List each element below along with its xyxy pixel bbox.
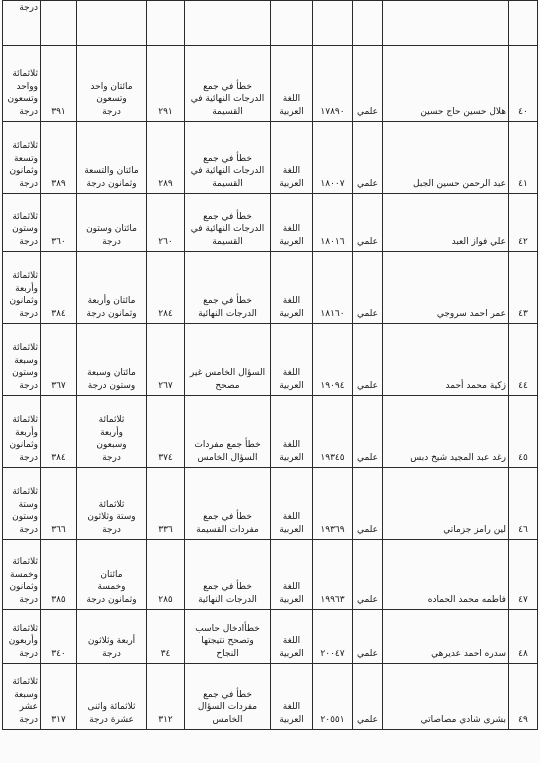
old-grade-words: ثلاثمائة وسبعة وستون درجة — [12, 343, 38, 391]
correction-reason-cell — [185, 252, 271, 324]
new-grade-figures-cell — [147, 46, 185, 122]
student-id-cell — [313, 610, 353, 664]
study-branch: علمي — [356, 524, 379, 535]
old-grade-figures: ٣٦٠ — [51, 236, 66, 247]
subject-name-cell — [271, 46, 313, 122]
subject-name-cell — [271, 468, 313, 540]
student-name: علي فواز العبد — [451, 236, 506, 247]
student-name: زكية محمد أحمد — [445, 380, 506, 391]
new-grade-figures-cell — [147, 396, 185, 468]
correction-reason: خطأ في جمع الدرجات النهائية في القسيمة — [190, 81, 265, 117]
student-name: هلال حسين حاج حسين — [420, 106, 506, 117]
correction-reason: خطأ في جمع الدرجات النهائية — [198, 582, 257, 605]
study-branch-cell — [353, 252, 383, 324]
row-number-cell — [509, 122, 538, 194]
new-grade-figures: ٢٨٩ — [158, 178, 173, 189]
study-branch-cell — [353, 396, 383, 468]
new-grade-words-cell — [77, 122, 147, 194]
study-branch-cell — [353, 610, 383, 664]
row-number: ٤٦ — [518, 524, 528, 535]
study-branch: علمي — [356, 452, 379, 463]
study-branch: علمي — [356, 236, 379, 247]
new-grade-words: مائتان وستون درجة — [86, 224, 137, 247]
old-grade-words: ثلاثمائة وتسعة وثمانون درجة — [9, 141, 38, 189]
row-number-cell — [509, 194, 538, 252]
new-grade-figures: ٢٨٤ — [158, 308, 173, 319]
student-name: لين رامز جزماتي — [443, 524, 506, 535]
new-grade-figures: ٣١٢ — [158, 714, 173, 725]
table-row — [3, 324, 538, 396]
correction-reason-cell — [185, 610, 271, 664]
subject-name: اللغة العربية — [279, 582, 304, 605]
row-number: ٤٥ — [518, 452, 528, 463]
study-branch-cell — [353, 194, 383, 252]
student-name-cell — [383, 664, 509, 730]
student-name: عبد الرحمن حسين الجبل — [413, 178, 506, 189]
student-id: ٢٠٥٥١ — [320, 714, 345, 725]
old-grade-words-cell — [3, 252, 41, 324]
old-grade-figures: ٣٨٩ — [51, 178, 66, 189]
old-grade-words-cell — [3, 194, 41, 252]
old-grade-figures-cell — [41, 610, 77, 664]
student-id-cell — [313, 664, 353, 730]
row-number: ٤٧ — [518, 594, 528, 605]
study-branch: علمي — [356, 380, 379, 391]
student-name: عمر احمد سروجي — [436, 308, 506, 319]
student-id-cell — [313, 540, 353, 610]
old-grade-words-header — [3, 1, 41, 46]
student-id: ١٨١٦٠ — [320, 308, 345, 319]
table-row — [3, 610, 538, 664]
old-grade-figures: ٣٨٥ — [51, 594, 66, 605]
old-grade-figures-cell — [41, 468, 77, 540]
correction-reason-cell — [185, 664, 271, 730]
subject-name: اللغة العربية — [279, 368, 304, 391]
study-branch-cell — [353, 664, 383, 730]
old-grade-figures: ٣٦٦ — [51, 524, 66, 535]
new-grade-figures-cell — [147, 468, 185, 540]
new-grade-words-cell — [77, 664, 147, 730]
new-grade-words: ثلاثمائة وأربعة وسبعون درجة — [96, 415, 127, 463]
old-grade-figures: ٣٦٧ — [51, 380, 66, 391]
old-grade-figures: ٣٤٠ — [51, 648, 66, 659]
row-number: ٤٢ — [518, 236, 528, 247]
student-name: بشرى شادي مصاصاتي — [420, 714, 506, 725]
correction-reason-cell — [185, 46, 271, 122]
correction-reason-cell — [185, 324, 271, 396]
student-id-cell — [313, 194, 353, 252]
study-branch-cell — [353, 46, 383, 122]
row-number-cell — [509, 46, 538, 122]
study-branch: علمي — [356, 648, 379, 659]
old-grade-words-cell — [3, 540, 41, 610]
correction-reason-cell — [185, 396, 271, 468]
student-id: ١٩٣٤٥ — [320, 452, 345, 463]
old-grade-figures-cell — [41, 396, 77, 468]
old-grade-figures: ٣٨٤ — [51, 308, 66, 319]
student-id: ٢٠٠٤٧ — [320, 648, 345, 659]
row-number: ٤٣ — [518, 308, 528, 319]
old-grade-figures-cell — [41, 194, 77, 252]
row-number-cell — [509, 396, 538, 468]
new-grade-figures: ٣٧٤ — [158, 452, 173, 463]
old-grade-figures-cell — [41, 540, 77, 610]
new-grade-words-cell — [77, 252, 147, 324]
old-grade-words-cell — [3, 396, 41, 468]
table-row — [3, 122, 538, 194]
student-name-cell — [383, 46, 509, 122]
student-name: رغد عبد المجيد شيخ دبس — [410, 452, 506, 463]
old-grade-words-cell — [3, 610, 41, 664]
correction-reason: خطأ في جمع مفردات القسيمة — [196, 512, 259, 535]
table-body — [3, 1, 538, 730]
study-branch: علمي — [356, 308, 379, 319]
new-grade-words-cell — [77, 610, 147, 664]
row-number: ٤٠ — [518, 106, 528, 117]
new-grade-words-cell — [77, 540, 147, 610]
student-name-cell — [383, 468, 509, 540]
student-name-cell — [383, 540, 509, 610]
correction-reason-cell — [185, 194, 271, 252]
new-grade-figures-cell — [147, 194, 185, 252]
subject-name: اللغة العربية — [279, 702, 304, 725]
correction-reason-cell — [185, 540, 271, 610]
old-grade-words: ثلاثمائة وأربعة وثمانون درجة — [9, 271, 38, 319]
table-row — [3, 664, 538, 730]
student-name: فاطمه محمد الحماده — [427, 594, 506, 605]
study-branch-cell — [353, 468, 383, 540]
old-grade-words-cell — [3, 664, 41, 730]
row-number: ٤٤ — [518, 380, 528, 391]
study-branch-cell — [353, 324, 383, 396]
subject-name: اللغة العربية — [279, 512, 304, 535]
study-branch: علمي — [356, 106, 379, 117]
student-name-cell — [383, 122, 509, 194]
new-grade-figures-cell — [147, 540, 185, 610]
student-name-cell — [383, 194, 509, 252]
new-grade-words: أربعة وثلاثون درجة — [87, 636, 136, 659]
old-grade-figures-cell — [41, 324, 77, 396]
new-grade-words: مائتان والتسعة وثمانون درجة — [84, 166, 139, 189]
old-grade-words: ثلاثمائة وخمسة وثمانون درجة — [9, 557, 38, 605]
old-grade-words-cell — [3, 122, 41, 194]
new-grade-figures-cell — [147, 664, 185, 730]
new-grade-words: ثلاثمائة وستة وثلاثون درجة — [87, 499, 136, 535]
correction-reason: خطأ في جمع الدرجات النهائية في القسيمة — [190, 153, 265, 189]
row-number: ٤٨ — [518, 648, 528, 659]
new-grade-words: ثلاثمائة واثنى عشرة درجة — [87, 702, 136, 725]
old-grade-words-cell — [3, 324, 41, 396]
subject-name: اللغة العربية — [279, 94, 304, 117]
old-grade-figures-cell — [41, 252, 77, 324]
student-id-cell — [313, 252, 353, 324]
subject-name-cell — [271, 194, 313, 252]
new-grade-figures: ٢٩١ — [158, 106, 173, 117]
correction-reason-cell — [185, 122, 271, 194]
subject-name-cell — [271, 252, 313, 324]
row-number-cell — [509, 540, 538, 610]
student-id: ١٩٣٦٩ — [320, 524, 345, 535]
student-id: ١٨٠٠٧ — [320, 178, 345, 189]
subject-name-cell — [271, 610, 313, 664]
new-grade-figures: ٣٤ — [160, 648, 171, 659]
new-grade-figures: ٢٨٥ — [158, 594, 173, 605]
table-row — [3, 468, 538, 540]
row-number-cell — [509, 252, 538, 324]
old-grade-words: ثلاثمائة وستون درجة — [12, 211, 38, 247]
correction-reason-cell — [185, 468, 271, 540]
subject-name-cell — [271, 122, 313, 194]
old-grade-figures-cell — [41, 122, 77, 194]
new-grade-words-cell — [77, 194, 147, 252]
student-name-cell — [383, 252, 509, 324]
new-grade-figures: ٣٣٦ — [158, 524, 173, 535]
student-id: ١٨٠١٦ — [320, 236, 345, 247]
old-grade-words: ثلاثمائة وستة وستون درجة — [12, 487, 38, 535]
subject-name-cell — [271, 540, 313, 610]
old-grade-words-cell — [3, 468, 41, 540]
table-row — [3, 396, 538, 468]
new-grade-words-cell — [77, 468, 147, 540]
subject-name-cell — [271, 324, 313, 396]
study-branch: علمي — [356, 714, 379, 725]
grade-corrections-table — [2, 0, 538, 730]
student-name-cell — [383, 610, 509, 664]
student-name: سدره احمد عديرهي — [431, 648, 506, 659]
subject-name: اللغة العربية — [279, 166, 304, 189]
row-number: ٤١ — [518, 178, 528, 189]
study-branch-cell — [353, 122, 383, 194]
new-grade-words-cell — [77, 396, 147, 468]
row-number-cell — [509, 610, 538, 664]
table-row — [3, 252, 538, 324]
study-branch-cell — [353, 540, 383, 610]
correction-reason: السؤال الخامس غير مصحح — [189, 368, 266, 391]
correction-reason: خطأ في جمع الدرجات النهائية في القسيمة — [190, 211, 265, 247]
student-id-cell — [313, 324, 353, 396]
row-number-cell — [509, 468, 538, 540]
old-grade-figures: ٣٨٤ — [51, 452, 66, 463]
new-grade-figures-cell — [147, 252, 185, 324]
subject-name: اللغة العربية — [279, 636, 304, 659]
student-name-cell — [383, 396, 509, 468]
table-row — [3, 46, 538, 122]
new-grade-words: مائتان وخمسة وثمانون درجة — [86, 569, 137, 605]
subject-name: اللغة العربية — [279, 296, 304, 319]
new-grade-words: مائتان واحد وتسعون درجة — [90, 81, 133, 117]
old-grade-words-cell — [3, 46, 41, 122]
table-row-header-continuation — [3, 1, 538, 46]
subject-name: اللغة العربية — [279, 224, 304, 247]
table-row — [3, 194, 538, 252]
student-id-cell — [313, 122, 353, 194]
student-id: ١٧٨٩٠ — [320, 106, 345, 117]
correction-reason: خطأادخال حاسب وتصحح نتيجتها النجاح — [195, 623, 260, 659]
new-grade-words-cell — [77, 46, 147, 122]
grade-label: درجة — [19, 3, 38, 13]
student-id: ١٩٠٩٤ — [320, 380, 345, 391]
correction-reason: خطأ جمع مفردات السؤال الخامس — [194, 440, 261, 463]
new-grade-figures-cell — [147, 610, 185, 664]
subject-name-cell — [271, 664, 313, 730]
study-branch: علمي — [356, 178, 379, 189]
new-grade-figures-cell — [147, 324, 185, 396]
row-number: ٤٩ — [518, 714, 528, 725]
old-grade-words: ثلاثمائة وسبعة عشر درجة — [12, 677, 38, 725]
old-grade-figures: ٣٩١ — [51, 106, 66, 117]
new-grade-words: مائتان وسبعة وستون درجة — [87, 368, 136, 391]
correction-reason: خطأ في جمع مفردات السؤال الخامس — [197, 689, 258, 725]
old-grade-words: ثلاثمائة وأربعون درجة — [8, 623, 38, 659]
old-grade-figures-cell — [41, 46, 77, 122]
subject-name-cell — [271, 396, 313, 468]
row-number-cell — [509, 324, 538, 396]
student-name-cell — [383, 324, 509, 396]
new-grade-figures: ٢٦٠ — [158, 236, 173, 247]
correction-reason: خطأ في جمع الدرجات النهائية — [198, 296, 257, 319]
new-grade-words: مائتان وأربعة وثمانون درجة — [86, 296, 137, 319]
old-grade-figures: ٣١٧ — [51, 714, 66, 725]
student-id-cell — [313, 396, 353, 468]
student-id-cell — [313, 46, 353, 122]
study-branch: علمي — [356, 594, 379, 605]
student-id: ١٩٩٦٣ — [320, 594, 345, 605]
old-grade-words: ثلاثمائة وأربعة وثمانون درجة — [9, 415, 38, 463]
student-id-cell — [313, 468, 353, 540]
new-grade-words-cell — [77, 324, 147, 396]
row-number-cell — [509, 664, 538, 730]
old-grade-figures-cell — [41, 664, 77, 730]
new-grade-figures-cell — [147, 122, 185, 194]
old-grade-words: ثلاثمائة وواحد وتسعون درجة — [7, 69, 38, 117]
subject-name: اللغة العربية — [279, 440, 304, 463]
table-row — [3, 540, 538, 610]
new-grade-figures: ٢٦٧ — [158, 380, 173, 391]
